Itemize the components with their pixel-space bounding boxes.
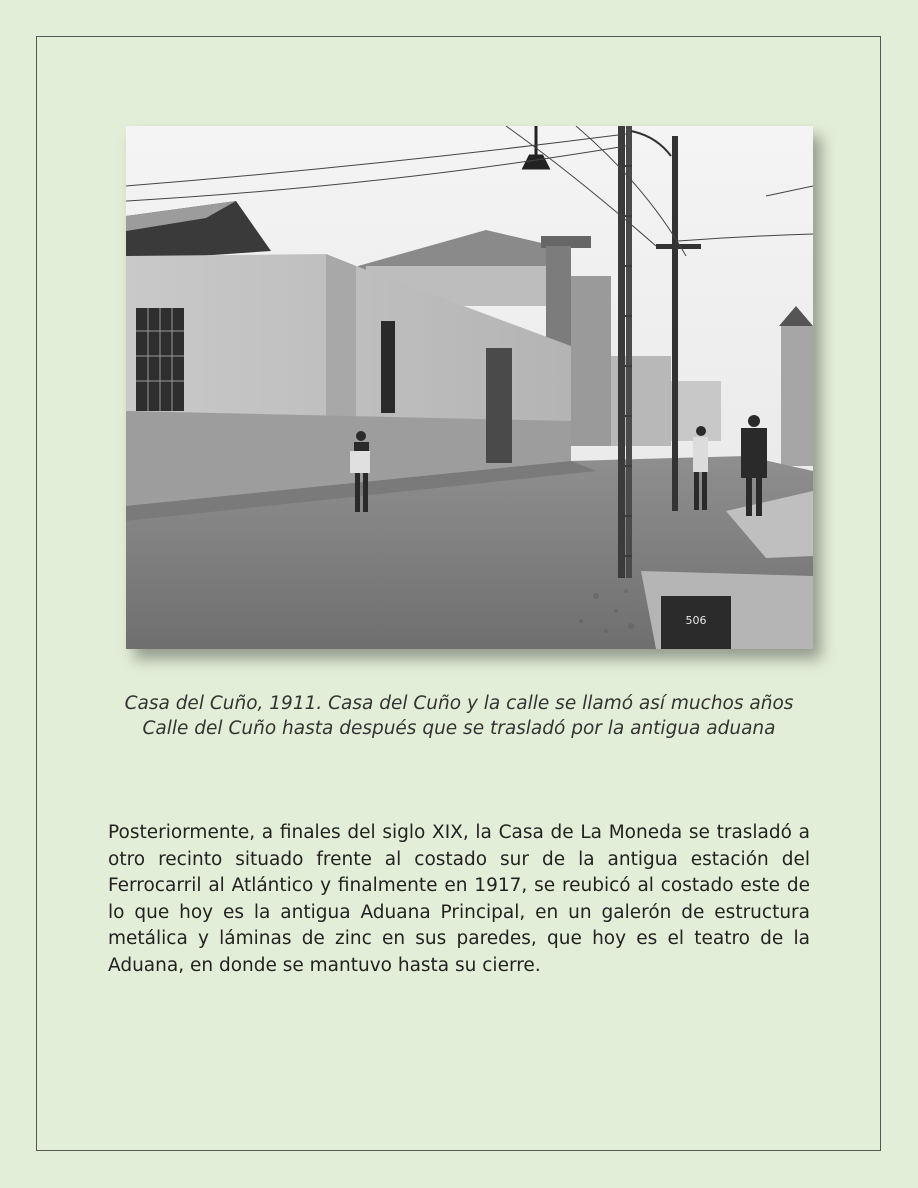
street-scene-illustration <box>126 126 813 649</box>
historic-photo <box>126 126 813 649</box>
photo-caption: Casa del Cuño, 1911. Casa del Cuño y la calle se llamó así muchos años Calle del Cuño hasta después que se trasladó por la antigua aduana <box>124 693 794 739</box>
plate-number: 506 <box>685 614 707 627</box>
body-paragraph: Posteriormente, a finales del siglo XIX, la Casa de La Moneda se trasladó a otro recinto situado frente al costado sur de la antigua estación del Ferrocarril al Atlántico y finalmente en 1917, se reubicó al costado este de lo que hoy es la antigua Aduana Principal, en un galerón de estructura metálica y láminas de zinc en sus paredes, que hoy es el teatro de la Aduana, en donde se mantuvo hasta su cierre. <box>108 822 810 976</box>
